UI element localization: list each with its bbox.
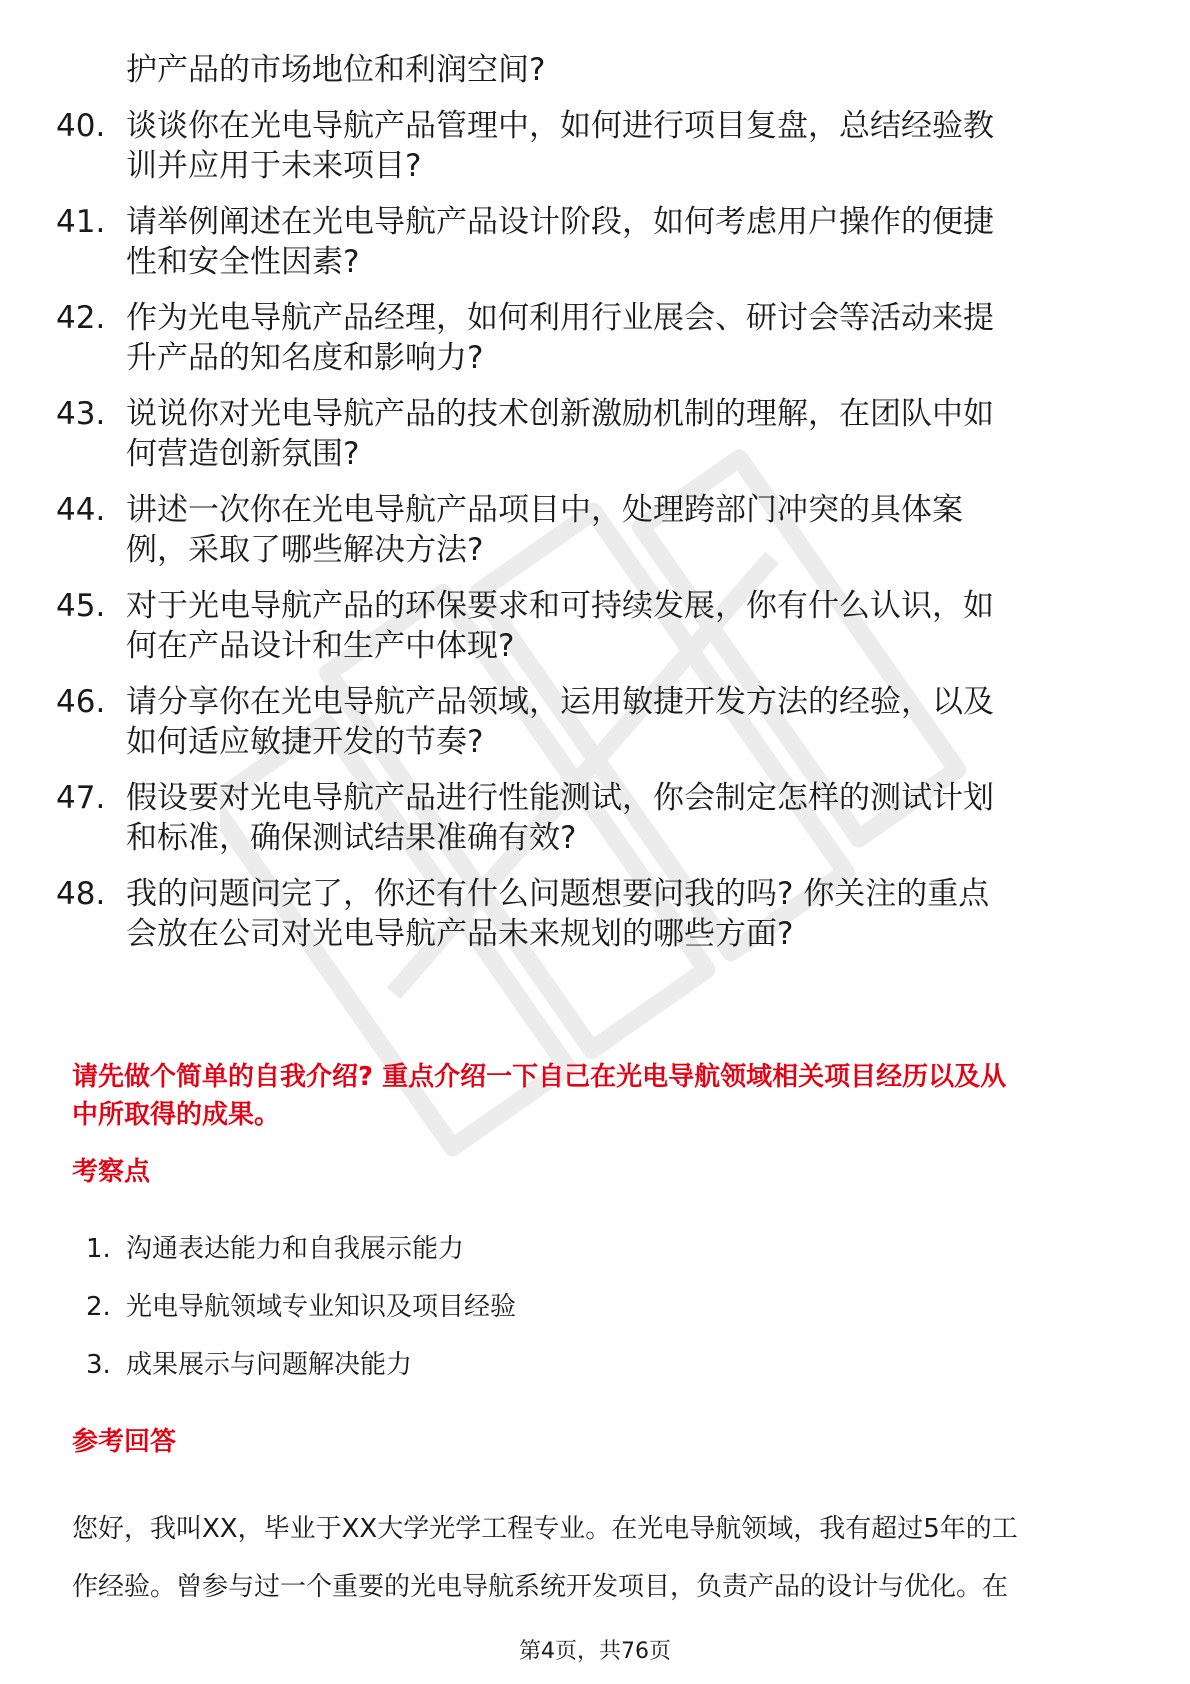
question-number: 44.	[56, 492, 106, 528]
question-line: 例，采取了哪些解决方法?	[126, 532, 484, 568]
question-number: 47.	[56, 780, 106, 816]
question-text	[126, 490, 1166, 570]
assessment-point	[86, 1290, 516, 1324]
point-text: 光电导航领域专业知识及项目经验	[126, 1292, 517, 1322]
assessment-point	[86, 1348, 412, 1382]
point-text: 沟通表达能力和自我展示能力	[126, 1234, 465, 1264]
question-39-continuation: 护产品的市场地位和利润空间?	[126, 52, 546, 88]
page-footer: 第4页，共76页	[519, 1639, 671, 1664]
question-text	[126, 874, 1166, 954]
question-number: 40.	[56, 108, 106, 144]
question-number: 46.	[56, 684, 106, 720]
assessment-section-title: 考察点	[72, 1157, 151, 1187]
answer-line: 作经验。曾参与过一个重要的光电导航系统开发项目，负责产品的设计与优化。在	[72, 1572, 1009, 1602]
question-line: 训并应用于未来项目?	[126, 148, 422, 184]
question-line: 会放在公司对光电导航产品未来规划的哪些方面?	[126, 916, 794, 952]
question-line: 作为光电导航产品经理，如何利用行业展会、研讨会等活动来提	[126, 300, 994, 336]
question-line: 何在产品设计和生产中体现?	[126, 628, 515, 664]
reference-section-title: 参考回答	[72, 1427, 177, 1457]
point-number: 3.	[86, 1350, 111, 1380]
question-number: 45.	[56, 588, 106, 624]
question-line: 讲述一次你在光电导航产品项目中，处理跨部门冲突的具体案	[126, 492, 963, 528]
question-line: 说说你对光电导航产品的技术创新激励机制的理解，在团队中如	[126, 396, 994, 432]
question-text	[126, 682, 1166, 762]
question-text	[126, 202, 1166, 282]
point-text: 成果展示与问题解决能力	[126, 1350, 413, 1380]
reference-answer	[72, 1500, 1132, 1616]
question-number: 42.	[56, 300, 106, 336]
featured-question-line: 中所取得的成果。	[72, 1100, 281, 1130]
question-line: 请举例阐述在光电导航产品设计阶段，如何考虑用户操作的便捷	[126, 204, 994, 240]
question-line: 何营造创新氛围?	[126, 436, 360, 472]
question-line: 和标准，确保测试结果准确有效?	[126, 820, 577, 856]
question-number: 41.	[56, 204, 106, 240]
point-number: 1.	[86, 1234, 111, 1264]
question-text	[126, 586, 1166, 666]
question-line: 谈谈你在光电导航产品管理中，如何进行项目复盘，总结经验教	[126, 108, 994, 144]
answer-line: 您好，我叫XX，毕业于XX大学光学工程专业。在光电导航领域，我有超过5年的工	[72, 1514, 1018, 1544]
point-number: 2.	[86, 1292, 111, 1322]
question-line: 请分享你在光电导航产品领域，运用敏捷开发方法的经验，以及	[126, 684, 994, 720]
question-number: 48.	[56, 876, 106, 912]
featured-question	[72, 1058, 1132, 1134]
question-line: 对于光电导航产品的环保要求和可持续发展，你有什么认识，如	[126, 588, 994, 624]
question-line: 如何适应敏捷开发的节奏?	[126, 724, 484, 760]
featured-question-line: 请先做个简单的自我介绍? 重点介绍一下自己在光电导航领域相关项目经历以及从	[72, 1062, 1007, 1092]
question-line: 性和安全性因素?	[126, 244, 360, 280]
assessment-point	[86, 1232, 464, 1266]
question-line: 假设要对光电导航产品进行性能测试，你会制定怎样的测试计划	[126, 780, 994, 816]
question-text	[126, 298, 1166, 378]
question-number: 43.	[56, 396, 106, 432]
question-text	[126, 106, 1166, 186]
question-text	[126, 394, 1166, 474]
question-line: 我的问题问完了，你还有什么问题想要问我的吗? 你关注的重点	[126, 876, 990, 912]
question-line: 升产品的知名度和影响力?	[126, 340, 484, 376]
question-text	[126, 778, 1166, 858]
